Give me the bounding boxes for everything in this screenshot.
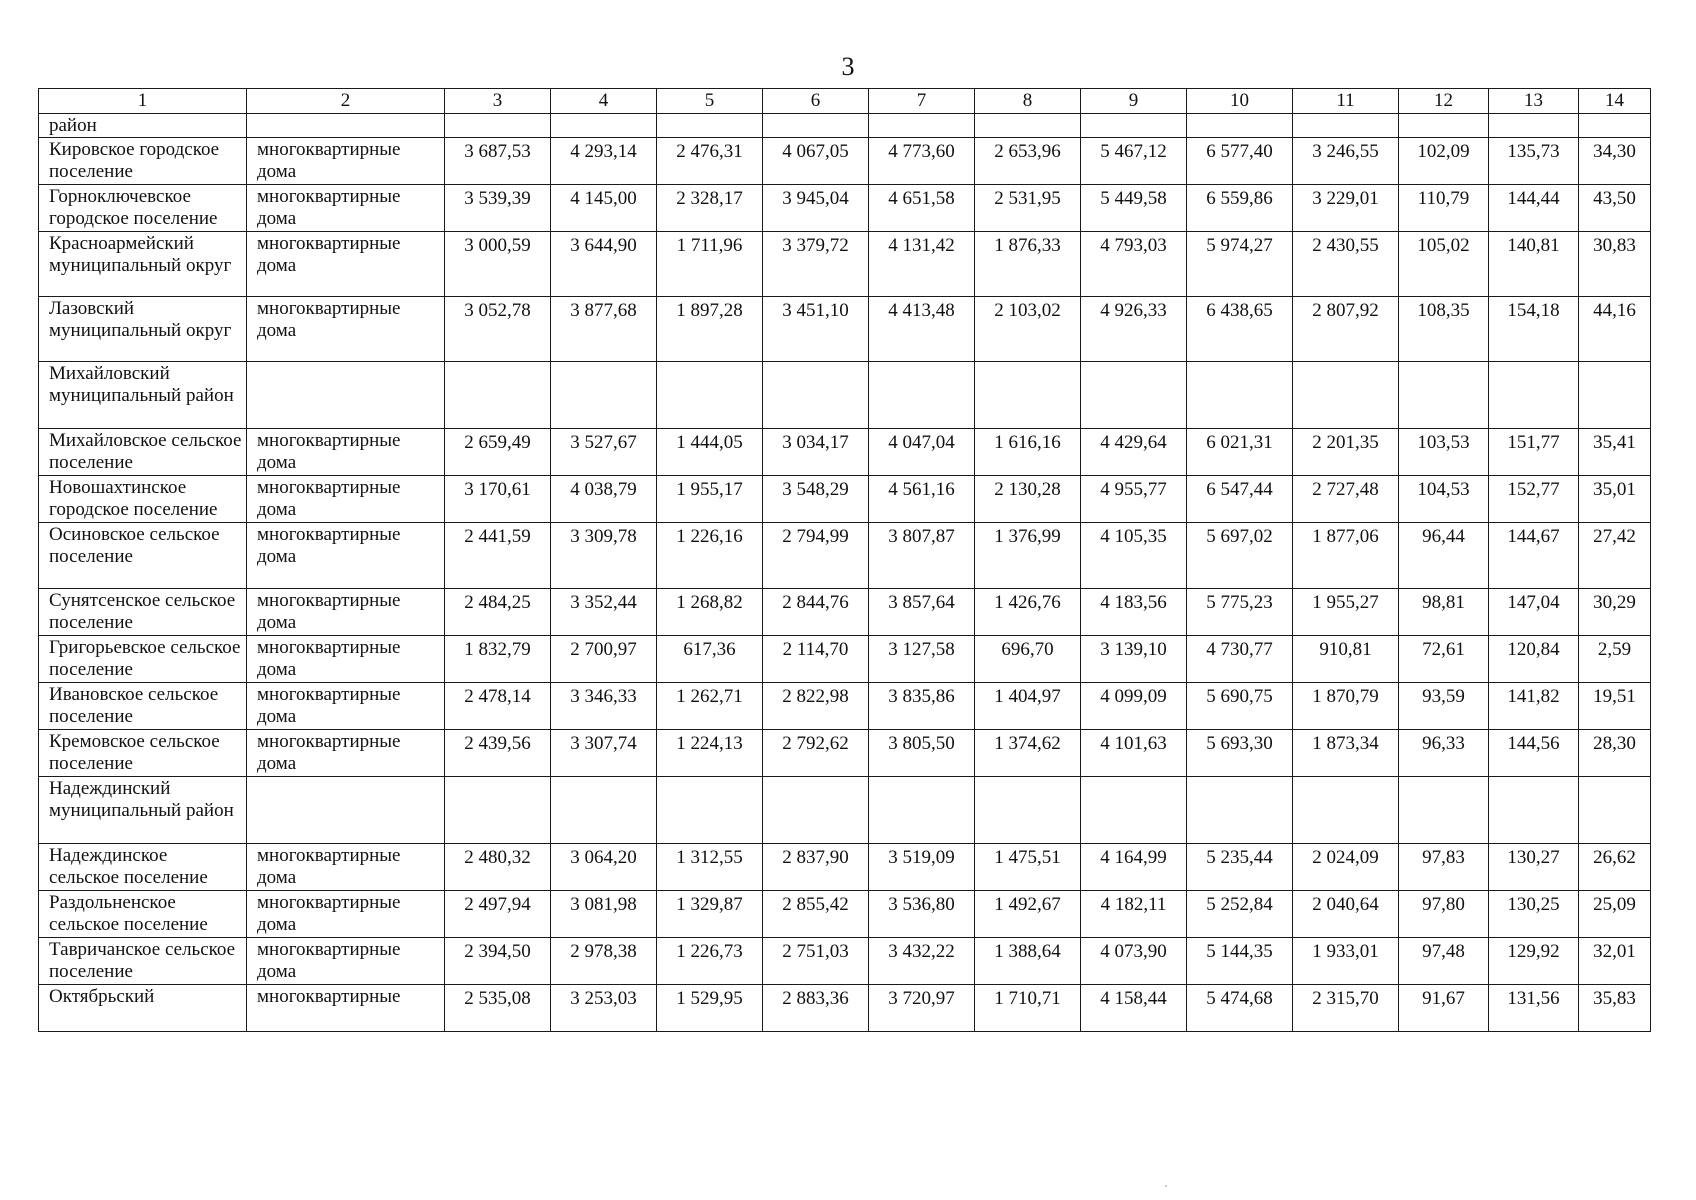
column-header: 4 [551, 89, 657, 114]
value-cell-col-6: 2 855,42 [763, 891, 869, 938]
value-cell-col-9: 5 449,58 [1081, 185, 1187, 232]
value-cell-col-14: 30,83 [1579, 232, 1651, 297]
value-cell-col-13 [1489, 362, 1579, 429]
value-cell-col-14 [1579, 362, 1651, 429]
table-row [39, 476, 1651, 523]
value-cell-col-4 [551, 114, 657, 138]
value-cell-col-7: 3 807,87 [869, 523, 975, 589]
value-cell-col-6: 2 844,76 [763, 589, 869, 636]
column-header: 8 [975, 89, 1081, 114]
value-cell-col-5: 1 226,16 [657, 523, 763, 589]
table-row [39, 185, 1651, 232]
value-cell-col-10: 5 775,23 [1187, 589, 1293, 636]
territory-name-cell: Михайловский муниципальный район [39, 362, 247, 429]
table-row [39, 777, 1651, 844]
value-cell-col-5: 1 444,05 [657, 429, 763, 476]
value-cell-col-12: 96,33 [1399, 730, 1489, 777]
value-cell-col-9: 4 099,09 [1081, 683, 1187, 730]
value-cell-col-6: 3 451,10 [763, 297, 869, 362]
value-cell-col-10: 5 144,35 [1187, 938, 1293, 985]
value-cell-col-11: 2 201,35 [1293, 429, 1399, 476]
territory-name-cell: район [39, 114, 247, 138]
value-cell-col-5: 1 224,13 [657, 730, 763, 777]
territory-name-cell: Надеждинский муниципальный район [39, 777, 247, 844]
value-cell-col-8: 1 475,51 [975, 844, 1081, 891]
value-cell-col-14: 35,41 [1579, 429, 1651, 476]
value-cell-col-12: 97,48 [1399, 938, 1489, 985]
value-cell-col-4: 3 527,67 [551, 429, 657, 476]
value-cell-col-10 [1187, 777, 1293, 844]
housing-type-cell [247, 362, 445, 429]
value-cell-col-4: 4 038,79 [551, 476, 657, 523]
territory-name-cell: Михайловское сельское поселение [39, 429, 247, 476]
value-cell-col-9 [1081, 114, 1187, 138]
value-cell-col-9: 3 139,10 [1081, 636, 1187, 683]
value-cell-col-3: 2 497,94 [445, 891, 551, 938]
value-cell-col-10: 6 021,31 [1187, 429, 1293, 476]
value-cell-col-12: 97,83 [1399, 844, 1489, 891]
value-cell-col-7: 3 519,09 [869, 844, 975, 891]
value-cell-col-3: 3 687,53 [445, 138, 551, 185]
value-cell-col-11: 1 873,34 [1293, 730, 1399, 777]
table-row [39, 730, 1651, 777]
value-cell-col-11: 1 955,27 [1293, 589, 1399, 636]
value-cell-col-13: 154,18 [1489, 297, 1579, 362]
value-cell-col-8: 1 876,33 [975, 232, 1081, 297]
value-cell-col-14 [1579, 114, 1651, 138]
value-cell-col-5 [657, 777, 763, 844]
value-cell-col-12: 104,53 [1399, 476, 1489, 523]
value-cell-col-10 [1187, 362, 1293, 429]
value-cell-col-14: 19,51 [1579, 683, 1651, 730]
value-cell-col-5: 1 268,82 [657, 589, 763, 636]
value-cell-col-11: 910,81 [1293, 636, 1399, 683]
value-cell-col-10: 6 547,44 [1187, 476, 1293, 523]
value-cell-col-4: 4 145,00 [551, 185, 657, 232]
value-cell-col-7: 4 773,60 [869, 138, 975, 185]
value-cell-col-11: 3 246,55 [1293, 138, 1399, 185]
column-header: 7 [869, 89, 975, 114]
value-cell-col-4: 3 352,44 [551, 589, 657, 636]
value-cell-col-12: 108,35 [1399, 297, 1489, 362]
value-cell-col-7: 3 857,64 [869, 589, 975, 636]
value-cell-col-9 [1081, 777, 1187, 844]
column-header: 9 [1081, 89, 1187, 114]
value-cell-col-6: 2 794,99 [763, 523, 869, 589]
value-cell-col-5: 1 897,28 [657, 297, 763, 362]
territory-name-cell: Осиновское сельское поселение [39, 523, 247, 589]
column-header: 3 [445, 89, 551, 114]
table-row [39, 429, 1651, 476]
value-cell-col-12 [1399, 114, 1489, 138]
value-cell-col-3: 2 480,32 [445, 844, 551, 891]
value-cell-col-9: 4 182,11 [1081, 891, 1187, 938]
value-cell-col-5: 1 262,71 [657, 683, 763, 730]
table-row [39, 232, 1651, 297]
housing-type-cell: многоквартирные дома [247, 844, 445, 891]
value-cell-col-13: 140,81 [1489, 232, 1579, 297]
value-cell-col-13: 130,27 [1489, 844, 1579, 891]
value-cell-col-4: 3 644,90 [551, 232, 657, 297]
value-cell-col-5: 1 955,17 [657, 476, 763, 523]
value-cell-col-3: 2 441,59 [445, 523, 551, 589]
value-cell-col-5 [657, 114, 763, 138]
value-cell-col-14: 35,01 [1579, 476, 1651, 523]
value-cell-col-3: 2 478,14 [445, 683, 551, 730]
value-cell-col-11: 2 040,64 [1293, 891, 1399, 938]
housing-type-cell: многоквартирные дома [247, 730, 445, 777]
value-cell-col-6: 4 067,05 [763, 138, 869, 185]
value-cell-col-4: 3 346,33 [551, 683, 657, 730]
column-header: 2 [247, 89, 445, 114]
value-cell-col-13 [1489, 114, 1579, 138]
value-cell-col-14: 34,30 [1579, 138, 1651, 185]
value-cell-col-10 [1187, 114, 1293, 138]
value-cell-col-13: 144,56 [1489, 730, 1579, 777]
value-cell-col-6: 2 114,70 [763, 636, 869, 683]
value-cell-col-14: 28,30 [1579, 730, 1651, 777]
housing-type-cell: многоквартирные дома [247, 589, 445, 636]
value-cell-col-7: 4 131,42 [869, 232, 975, 297]
value-cell-col-8 [975, 114, 1081, 138]
value-cell-col-4: 3 081,98 [551, 891, 657, 938]
value-cell-col-6 [763, 777, 869, 844]
value-cell-col-7: 3 720,97 [869, 985, 975, 1032]
value-cell-col-4: 3 307,74 [551, 730, 657, 777]
value-cell-col-3: 2 439,56 [445, 730, 551, 777]
value-cell-col-3: 1 832,79 [445, 636, 551, 683]
housing-type-cell: многоквартирные [247, 985, 445, 1032]
value-cell-col-3: 2 659,49 [445, 429, 551, 476]
value-cell-col-9: 4 164,99 [1081, 844, 1187, 891]
column-header: 11 [1293, 89, 1399, 114]
value-cell-col-11: 1 877,06 [1293, 523, 1399, 589]
value-cell-col-10: 4 730,77 [1187, 636, 1293, 683]
value-cell-col-8 [975, 362, 1081, 429]
column-header: 1 [39, 89, 247, 114]
value-cell-col-12: 96,44 [1399, 523, 1489, 589]
value-cell-col-7: 4 561,16 [869, 476, 975, 523]
table-row [39, 938, 1651, 985]
value-cell-col-4: 2 978,38 [551, 938, 657, 985]
value-cell-col-9: 5 467,12 [1081, 138, 1187, 185]
value-cell-col-8 [975, 777, 1081, 844]
value-cell-col-7: 4 047,04 [869, 429, 975, 476]
value-cell-col-6: 3 379,72 [763, 232, 869, 297]
value-cell-col-8: 696,70 [975, 636, 1081, 683]
column-header: 5 [657, 89, 763, 114]
housing-type-cell: многоквартирные дома [247, 636, 445, 683]
value-cell-col-5: 1 312,55 [657, 844, 763, 891]
value-cell-col-14: 26,62 [1579, 844, 1651, 891]
housing-type-cell: многоквартирные дома [247, 232, 445, 297]
value-cell-col-8: 2 130,28 [975, 476, 1081, 523]
value-cell-col-4 [551, 777, 657, 844]
value-cell-col-10: 6 577,40 [1187, 138, 1293, 185]
value-cell-col-12: 110,79 [1399, 185, 1489, 232]
table-row [39, 844, 1651, 891]
value-cell-col-10: 6 438,65 [1187, 297, 1293, 362]
value-cell-col-3: 3 000,59 [445, 232, 551, 297]
table-row [39, 589, 1651, 636]
value-cell-col-9: 4 926,33 [1081, 297, 1187, 362]
value-cell-col-14: 2,59 [1579, 636, 1651, 683]
value-cell-col-14: 43,50 [1579, 185, 1651, 232]
value-cell-col-4: 3 877,68 [551, 297, 657, 362]
housing-type-cell [247, 777, 445, 844]
table-row [39, 138, 1651, 185]
value-cell-col-9: 4 101,63 [1081, 730, 1187, 777]
table-row [39, 114, 1651, 138]
value-cell-col-6 [763, 362, 869, 429]
value-cell-col-8: 2 103,02 [975, 297, 1081, 362]
value-cell-col-5: 1 529,95 [657, 985, 763, 1032]
value-cell-col-8: 2 531,95 [975, 185, 1081, 232]
value-cell-col-11: 2 430,55 [1293, 232, 1399, 297]
value-cell-col-12 [1399, 777, 1489, 844]
value-cell-col-11: 2 807,92 [1293, 297, 1399, 362]
value-cell-col-4: 2 700,97 [551, 636, 657, 683]
table-row [39, 636, 1651, 683]
value-cell-col-14: 30,29 [1579, 589, 1651, 636]
value-cell-col-10: 5 974,27 [1187, 232, 1293, 297]
value-cell-col-9: 4 105,35 [1081, 523, 1187, 589]
value-cell-col-8: 1 426,76 [975, 589, 1081, 636]
value-cell-col-3 [445, 362, 551, 429]
value-cell-col-11: 1 933,01 [1293, 938, 1399, 985]
value-cell-col-12: 103,53 [1399, 429, 1489, 476]
column-header: 13 [1489, 89, 1579, 114]
value-cell-col-4: 3 064,20 [551, 844, 657, 891]
value-cell-col-11: 2 024,09 [1293, 844, 1399, 891]
value-cell-col-13: 144,44 [1489, 185, 1579, 232]
value-cell-col-12: 93,59 [1399, 683, 1489, 730]
territory-name-cell: Новошахтинское городское поселение [39, 476, 247, 523]
column-header: 14 [1579, 89, 1651, 114]
value-cell-col-11: 3 229,01 [1293, 185, 1399, 232]
value-cell-col-13: 120,84 [1489, 636, 1579, 683]
value-cell-col-9 [1081, 362, 1187, 429]
value-cell-col-11 [1293, 777, 1399, 844]
value-cell-col-10: 5 697,02 [1187, 523, 1293, 589]
value-cell-col-3: 3 170,61 [445, 476, 551, 523]
value-cell-col-5: 617,36 [657, 636, 763, 683]
territory-name-cell: Сунятсенское сельское поселение [39, 589, 247, 636]
table-row [39, 362, 1651, 429]
value-cell-col-9: 4 073,90 [1081, 938, 1187, 985]
value-cell-col-7: 3 127,58 [869, 636, 975, 683]
value-cell-col-10: 5 693,30 [1187, 730, 1293, 777]
value-cell-col-13: 130,25 [1489, 891, 1579, 938]
value-cell-col-5: 2 476,31 [657, 138, 763, 185]
value-cell-col-8: 1 616,16 [975, 429, 1081, 476]
value-cell-col-9: 4 158,44 [1081, 985, 1187, 1032]
housing-type-cell: многоквартирные дома [247, 297, 445, 362]
value-cell-col-4 [551, 362, 657, 429]
value-cell-col-14: 32,01 [1579, 938, 1651, 985]
value-cell-col-4: 4 293,14 [551, 138, 657, 185]
housing-type-cell [247, 114, 445, 138]
value-cell-col-8: 1 374,62 [975, 730, 1081, 777]
value-cell-col-14: 44,16 [1579, 297, 1651, 362]
value-cell-col-13 [1489, 777, 1579, 844]
value-cell-col-5: 1 226,73 [657, 938, 763, 985]
page-number: 3 [841, 52, 855, 81]
value-cell-col-6: 3 548,29 [763, 476, 869, 523]
value-cell-col-8: 1 492,67 [975, 891, 1081, 938]
value-cell-col-12: 91,67 [1399, 985, 1489, 1032]
tariff-table [38, 88, 1651, 1032]
territory-name-cell: Горноключевское городское поселение [39, 185, 247, 232]
territory-name-cell: Ивановское сельское поселение [39, 683, 247, 730]
value-cell-col-13: 135,73 [1489, 138, 1579, 185]
territory-name-cell: Тавричанское сельское поселение [39, 938, 247, 985]
value-cell-col-7: 3 432,22 [869, 938, 975, 985]
value-cell-col-8: 1 388,64 [975, 938, 1081, 985]
value-cell-col-14: 35,83 [1579, 985, 1651, 1032]
value-cell-col-11 [1293, 362, 1399, 429]
value-cell-col-5: 2 328,17 [657, 185, 763, 232]
column-header: 12 [1399, 89, 1489, 114]
value-cell-col-4: 3 253,03 [551, 985, 657, 1032]
housing-type-cell: многоквартирные дома [247, 891, 445, 938]
value-cell-col-3: 3 539,39 [445, 185, 551, 232]
value-cell-col-6: 3 034,17 [763, 429, 869, 476]
value-cell-col-3 [445, 114, 551, 138]
territory-name-cell: Раздольненское сельское поселение [39, 891, 247, 938]
value-cell-col-14: 25,09 [1579, 891, 1651, 938]
value-cell-col-12: 72,61 [1399, 636, 1489, 683]
value-cell-col-6: 2 837,90 [763, 844, 869, 891]
value-cell-col-5: 1 329,87 [657, 891, 763, 938]
housing-type-cell: многоквартирные дома [247, 429, 445, 476]
value-cell-col-10: 5 690,75 [1187, 683, 1293, 730]
territory-name-cell: Лазовский муниципальный округ [39, 297, 247, 362]
value-cell-col-13: 151,77 [1489, 429, 1579, 476]
territory-name-cell: Надеждинское сельское поселение [39, 844, 247, 891]
value-cell-col-3: 2 394,50 [445, 938, 551, 985]
value-cell-col-7: 3 805,50 [869, 730, 975, 777]
value-cell-col-11: 2 727,48 [1293, 476, 1399, 523]
value-cell-col-6: 2 792,62 [763, 730, 869, 777]
value-cell-col-9: 4 183,56 [1081, 589, 1187, 636]
table-row [39, 523, 1651, 589]
value-cell-col-12: 102,09 [1399, 138, 1489, 185]
table-row [39, 985, 1651, 1032]
housing-type-cell: многоквартирные дома [247, 938, 445, 985]
value-cell-col-3: 2 484,25 [445, 589, 551, 636]
value-cell-col-4: 3 309,78 [551, 523, 657, 589]
value-cell-col-7 [869, 362, 975, 429]
table-row [39, 297, 1651, 362]
territory-name-cell: Кировское городское поселение [39, 138, 247, 185]
value-cell-col-3: 3 052,78 [445, 297, 551, 362]
value-cell-col-8: 1 376,99 [975, 523, 1081, 589]
value-cell-col-3: 2 535,08 [445, 985, 551, 1032]
value-cell-col-11: 1 870,79 [1293, 683, 1399, 730]
value-cell-col-9: 4 955,77 [1081, 476, 1187, 523]
value-cell-col-6: 2 751,03 [763, 938, 869, 985]
scan-speck [1165, 1185, 1167, 1187]
value-cell-col-6: 3 945,04 [763, 185, 869, 232]
value-cell-col-7 [869, 114, 975, 138]
value-cell-col-11 [1293, 114, 1399, 138]
value-cell-col-13: 141,82 [1489, 683, 1579, 730]
column-number-row [39, 89, 1651, 114]
column-header: 6 [763, 89, 869, 114]
value-cell-col-13: 147,04 [1489, 589, 1579, 636]
value-cell-col-10: 6 559,86 [1187, 185, 1293, 232]
value-cell-col-8: 1 710,71 [975, 985, 1081, 1032]
value-cell-col-7: 3 835,86 [869, 683, 975, 730]
column-header: 10 [1187, 89, 1293, 114]
value-cell-col-7: 3 536,80 [869, 891, 975, 938]
housing-type-cell: многоквартирные дома [247, 138, 445, 185]
housing-type-cell: многоквартирные дома [247, 683, 445, 730]
value-cell-col-14 [1579, 777, 1651, 844]
value-cell-col-5 [657, 362, 763, 429]
value-cell-col-6: 2 822,98 [763, 683, 869, 730]
housing-type-cell: многоквартирные дома [247, 476, 445, 523]
territory-name-cell: Октябрьский [39, 985, 247, 1032]
housing-type-cell: многоквартирные дома [247, 185, 445, 232]
value-cell-col-14: 27,42 [1579, 523, 1651, 589]
value-cell-col-8: 1 404,97 [975, 683, 1081, 730]
territory-name-cell: Григорьевское сельское поселение [39, 636, 247, 683]
table-body [39, 89, 1651, 1032]
table-row [39, 891, 1651, 938]
value-cell-col-12: 97,80 [1399, 891, 1489, 938]
value-cell-col-12 [1399, 362, 1489, 429]
value-cell-col-13: 152,77 [1489, 476, 1579, 523]
value-cell-col-7: 4 413,48 [869, 297, 975, 362]
housing-type-cell: многоквартирные дома [247, 523, 445, 589]
value-cell-col-9: 4 793,03 [1081, 232, 1187, 297]
table-row [39, 683, 1651, 730]
territory-name-cell: Красноармейский муниципальный округ [39, 232, 247, 297]
value-cell-col-7: 4 651,58 [869, 185, 975, 232]
value-cell-col-3 [445, 777, 551, 844]
value-cell-col-6 [763, 114, 869, 138]
value-cell-col-10: 5 235,44 [1187, 844, 1293, 891]
value-cell-col-10: 5 474,68 [1187, 985, 1293, 1032]
value-cell-col-13: 144,67 [1489, 523, 1579, 589]
value-cell-col-12: 98,81 [1399, 589, 1489, 636]
value-cell-col-6: 2 883,36 [763, 985, 869, 1032]
value-cell-col-7 [869, 777, 975, 844]
value-cell-col-8: 2 653,96 [975, 138, 1081, 185]
value-cell-col-13: 129,92 [1489, 938, 1579, 985]
value-cell-col-10: 5 252,84 [1187, 891, 1293, 938]
value-cell-col-13: 131,56 [1489, 985, 1579, 1032]
territory-name-cell: Кремовское сельское поселение [39, 730, 247, 777]
value-cell-col-5: 1 711,96 [657, 232, 763, 297]
value-cell-col-11: 2 315,70 [1293, 985, 1399, 1032]
value-cell-col-12: 105,02 [1399, 232, 1489, 297]
value-cell-col-9: 4 429,64 [1081, 429, 1187, 476]
